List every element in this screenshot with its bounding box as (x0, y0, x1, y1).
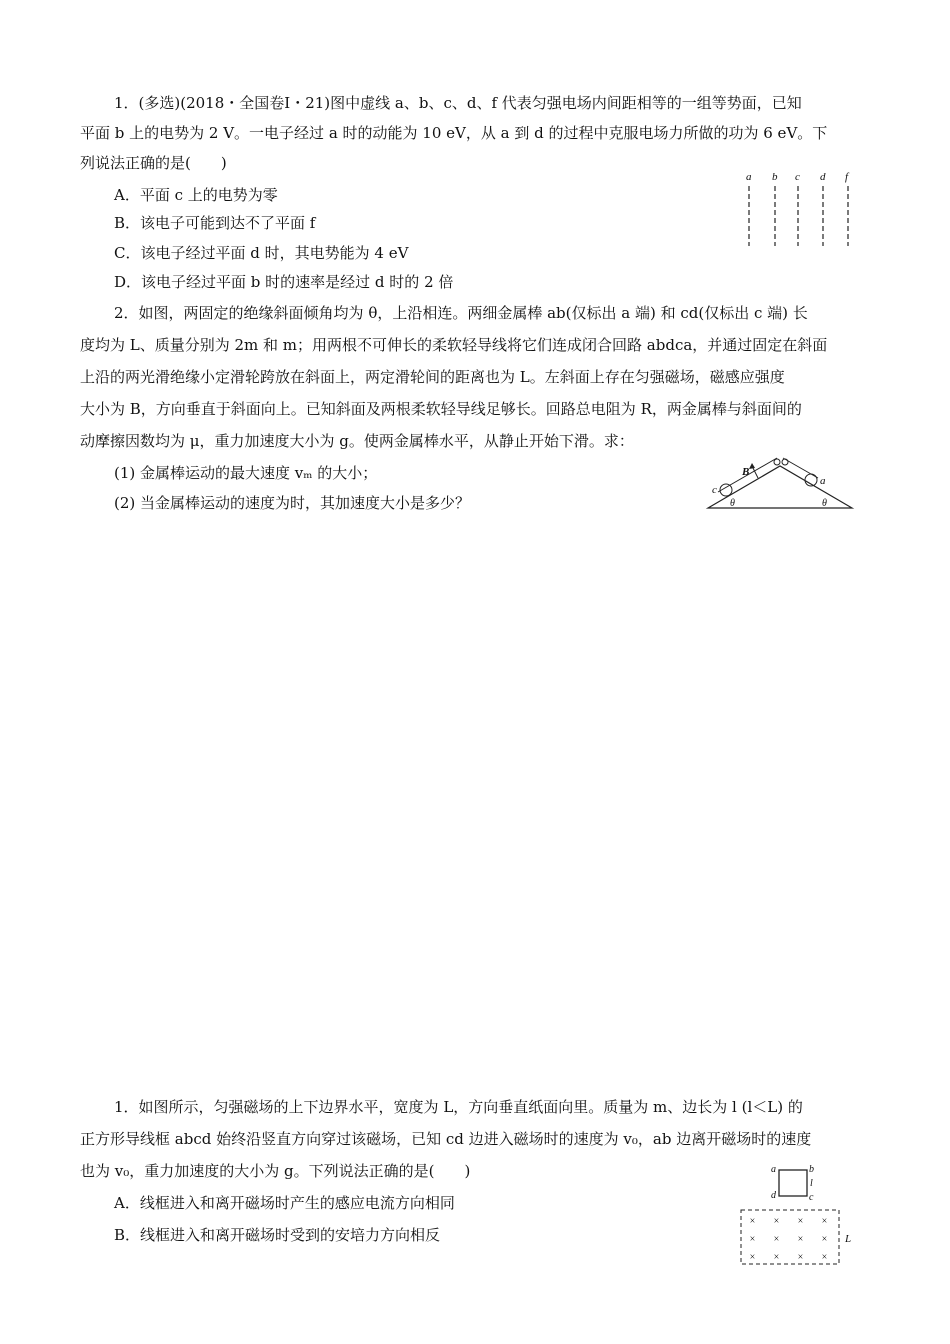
q2-sub-2: (2) 当金属棒运动的速度为时，其加速度大小是多少？ (114, 494, 471, 512)
q3-line-3: 也为 v₀，重力加速度的大小为 g。下列说法正确的是( ) (80, 1162, 471, 1180)
q1-option-d: D．该电子经过平面 b 时的速率是经过 d 时的 2 倍 (114, 273, 454, 291)
cross-icon: × (773, 1252, 780, 1263)
label-a: a (820, 475, 826, 487)
cross-icon: × (797, 1252, 804, 1263)
cross-icon: × (749, 1252, 756, 1263)
label-theta-right: θ (822, 498, 827, 509)
q2-sub-1: (1) 金属棒运动的最大速度 vₘ 的大小； (114, 464, 378, 482)
label-f: f (845, 171, 849, 183)
q3-option-b: B．线框进入和离开磁场时受到的安培力方向相反 (114, 1226, 441, 1244)
q1-option-a: A．平面 c 上的电势为零 (114, 186, 278, 204)
label-L: L (845, 1233, 852, 1245)
cross-icon: × (773, 1216, 780, 1227)
label-l: l (810, 1178, 813, 1189)
cross-icon: × (749, 1234, 756, 1245)
label-a: a (746, 171, 752, 183)
cross-icon: × (797, 1234, 804, 1245)
q3-line-2: 正方形导线框 abcd 始终沿竖直方向穿过该磁场，已知 cd 边进入磁场时的速度为 v₀，ab 边离开磁场时的速度 (80, 1130, 812, 1148)
label-c: c (712, 484, 717, 496)
equipotential-figure (738, 168, 863, 250)
label-d: d (771, 1190, 776, 1201)
pulley-right (782, 459, 788, 465)
label-B: B (742, 466, 750, 478)
label-b: b (809, 1164, 814, 1175)
q3-line-1: 1．如图所示，匀强磁场的上下边界水平，宽度为 L，方向垂直纸面向里。质量为 m、边长为 l (l＜L) 的 (114, 1098, 803, 1116)
q1-option-c: C．该电子经过平面 d 时，其电势能为 4 eV (114, 244, 409, 262)
incline-figure (700, 456, 858, 512)
cross-icon: × (749, 1216, 756, 1227)
q3-option-a: A．线框进入和离开磁场时产生的感应电流方向相同 (114, 1194, 455, 1212)
magnetic-field-figure (735, 1160, 860, 1268)
arrow-head-icon (749, 463, 755, 469)
q2-line-4: 大小为 B，方向垂直于斜面向上。已知斜面及两根柔软轻导线足够长。回路总电阻为 R，两金属棒与斜面间的 (80, 400, 802, 418)
label-theta-left: θ (730, 498, 735, 509)
q2-line-5: 动摩擦因数均为 μ，重力加速度大小为 g。使两金属棒水平，从静止开始下滑。求： (80, 432, 634, 450)
q2-line-1: 2．如图，两固定的绝缘斜面倾角均为 θ，上沿相连。两细金属棒 ab(仅标出 a 端) 和 cd(仅标出 c 端) 长 (114, 304, 808, 322)
label-a: a (771, 1164, 776, 1175)
label-d: d (820, 171, 826, 183)
square-frame-abcd (779, 1170, 807, 1196)
q2-line-2: 度均为 L、质量分别为 2m 和 m；用两根不可伸长的柔软轻导线将它们连成闭合回路 abdca，并通过固定在斜面 (80, 336, 828, 354)
label-b: b (772, 171, 778, 183)
cross-icon: × (797, 1216, 804, 1227)
q1-option-b: B．该电子可能到达不了平面 f (114, 214, 316, 232)
cross-icon: × (773, 1234, 780, 1245)
q1-line-3: 列说法正确的是( ) (80, 154, 227, 172)
q2-line-3: 上沿的两光滑绝缘小定滑轮跨放在斜面上，两定滑轮间的距离也为 L。左斜面上存在匀强磁场，磁感应强度 (80, 368, 785, 386)
cross-icon: × (821, 1234, 828, 1245)
cross-icon: × (821, 1216, 828, 1227)
cross-icon: × (821, 1252, 828, 1263)
pulley-left (774, 459, 780, 465)
q1-line-2: 平面 b 上的电势为 2 V。一电子经过 a 时的动能为 10 eV，从 a 到 d 的过程中克服电场力所做的功为 6 eV。下 (80, 124, 828, 142)
q1-line-1: 1．(多选)(2018・全国卷Ⅰ・21)图中虚线 a、b、c、d、f 代表匀强电场内间距相等的一组等势面，已知 (114, 94, 802, 112)
label-c: c (809, 1192, 814, 1203)
label-c: c (795, 171, 800, 183)
